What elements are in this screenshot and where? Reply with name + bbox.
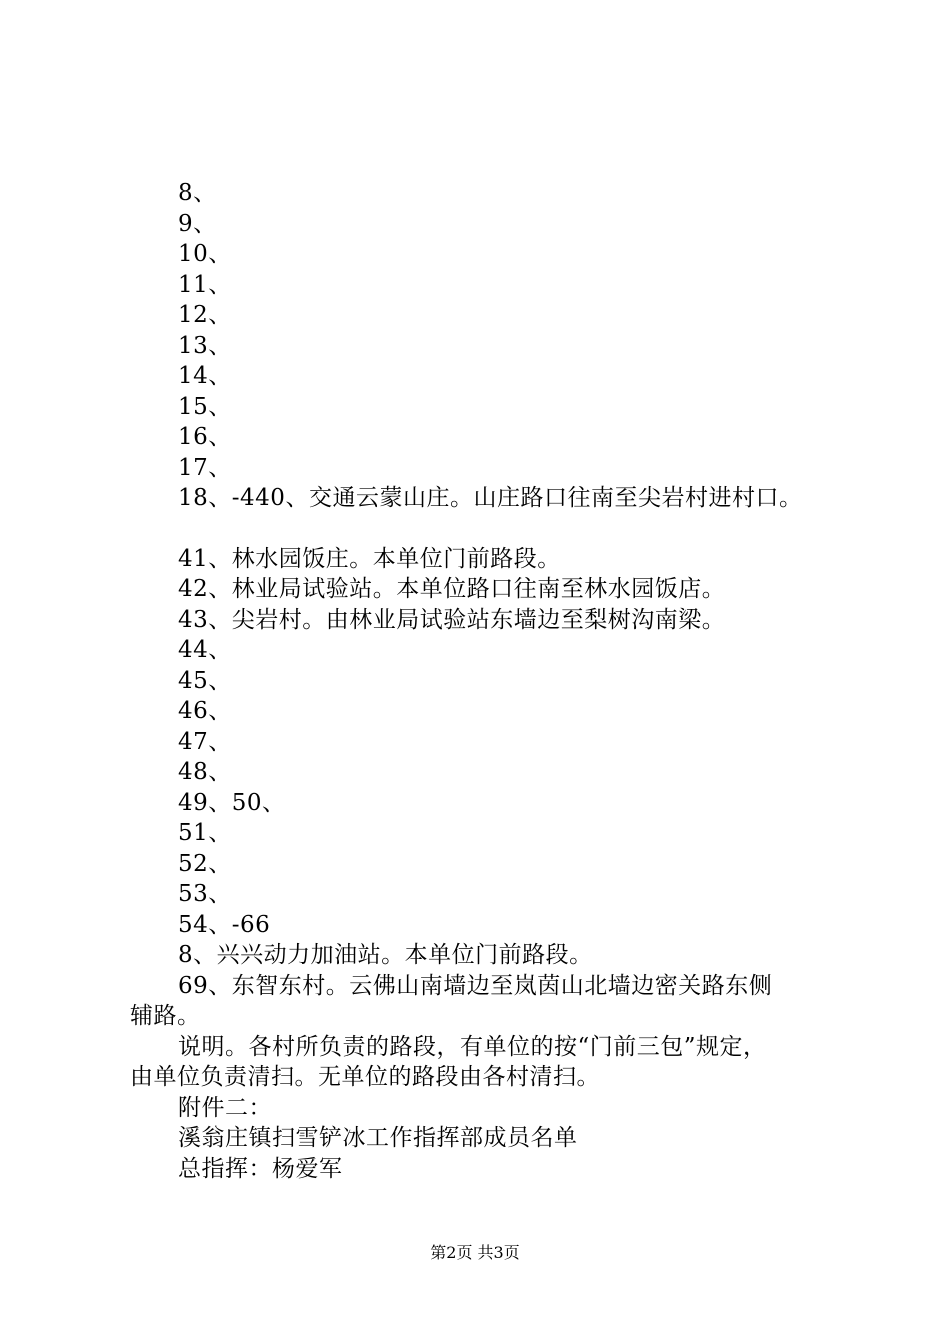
paragraph-gap bbox=[130, 514, 850, 544]
page-footer: 第2页 共3页 bbox=[430, 1243, 520, 1262]
list-item-47: 47、 bbox=[178, 728, 232, 755]
list-item-52: 52、 bbox=[178, 850, 232, 877]
list-item-43: 43、尖岩村。由林业局试验站东墙边至梨树沟南梁。 bbox=[178, 606, 726, 633]
attachment-title: 溪翁庄镇扫雪铲冰工作指挥部成员名单 bbox=[178, 1125, 578, 1151]
document-body bbox=[130, 178, 850, 1184]
list-item-53: 53、 bbox=[178, 881, 232, 907]
list-item-8: 8、 bbox=[178, 180, 217, 206]
list-item-15: 15、 bbox=[178, 393, 232, 420]
list-item-17: 17、 bbox=[178, 454, 232, 481]
list-item-8-gas-station: 8、兴兴动力加油站。本单位门前路段。 bbox=[178, 942, 593, 968]
attachment-heading: 附件二： bbox=[178, 1094, 272, 1121]
list-item-16: 16、 bbox=[178, 424, 232, 450]
list-item-12: 12、 bbox=[178, 302, 232, 328]
list-item-69: 69、东智东村。云佛山南墙边至岚茵山北墙边密关路东侧 bbox=[178, 972, 773, 999]
list-item-49-50: 49、50、 bbox=[178, 789, 286, 816]
list-item-45: 45、 bbox=[178, 667, 232, 694]
list-item-46: 46、 bbox=[178, 698, 232, 724]
list-item-44: 44、 bbox=[178, 637, 232, 663]
list-item-42: 42、林业局试验站。本单位路口往南至林水园饭店。 bbox=[178, 576, 726, 602]
list-item-9: 9、 bbox=[178, 210, 217, 237]
list-item-13: 13、 bbox=[178, 332, 232, 359]
list-item-11: 11、 bbox=[178, 271, 232, 298]
list-item-18: 18、-440、交通云蒙山庄。山庄路口往南至尖岩村进村口。 bbox=[178, 485, 803, 511]
list-item-10: 10、 bbox=[178, 241, 232, 267]
list-item-69-continuation: 辅路。 bbox=[130, 1003, 201, 1029]
commander-line: 总指挥：杨爱军 bbox=[178, 1155, 343, 1182]
note-paragraph: 说明。各村所负责的路段，有单位的按“门前三包”规定， bbox=[178, 1033, 767, 1060]
list-item-41: 41、林水园饭庄。本单位门前路段。 bbox=[178, 545, 561, 572]
list-item-51: 51、 bbox=[178, 820, 232, 846]
list-item-14: 14、 bbox=[178, 363, 232, 389]
list-item-48: 48、 bbox=[178, 759, 232, 785]
list-item-54-66: 54、-66 bbox=[178, 911, 271, 938]
note-paragraph-continuation: 由单位负责清扫。无单位的路段由各村清扫。 bbox=[130, 1064, 600, 1090]
